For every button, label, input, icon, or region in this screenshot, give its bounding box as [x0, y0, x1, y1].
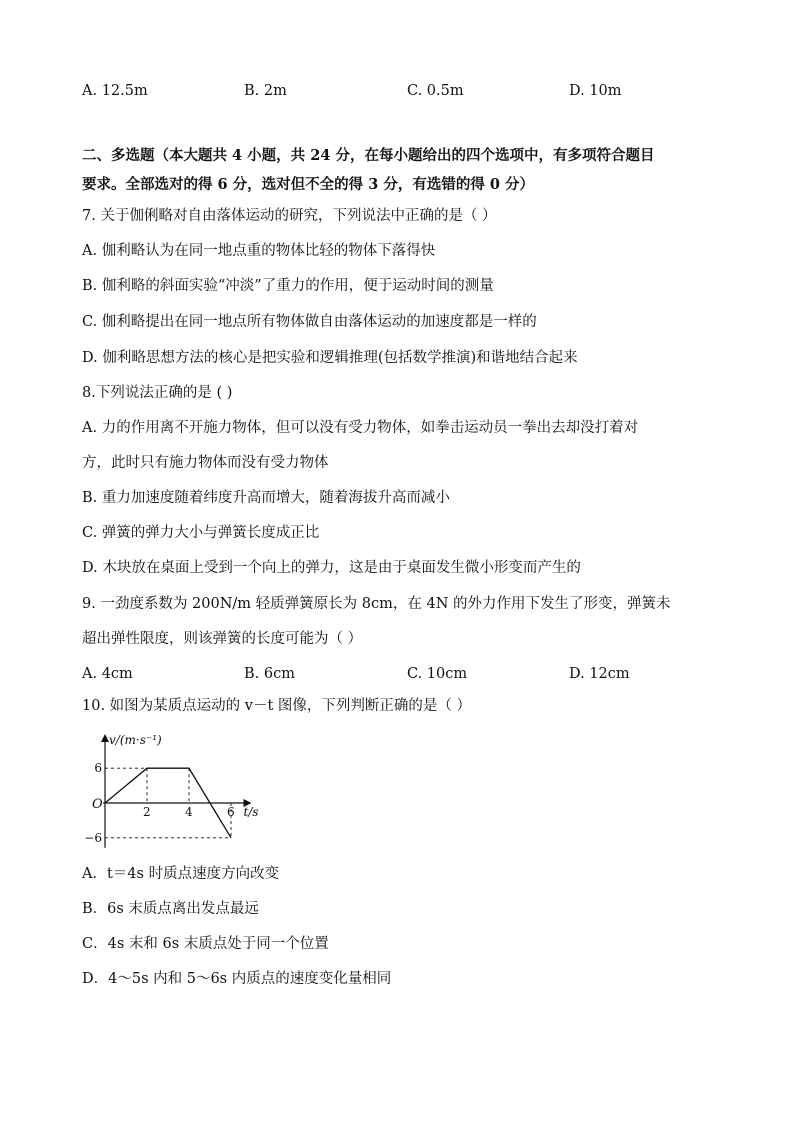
q8-option-a-line1: A. 力的作用离不开施力物体，但可以没有受力物体，如拳击运动员一拳出去却没打着对 — [82, 420, 639, 436]
origin-label: O — [92, 797, 103, 812]
q9-stem-line1: 9. 一劲度系数为 200N/m 轻质弹簧原长为 8cm，在 4N 的外力作用下发生了形变，弹簧未 — [82, 596, 671, 612]
q8-stem: 8.下列说法正确的是 ( ) — [82, 385, 233, 401]
q7-stem: 7. 关于伽俐略对自由落体运动的研究，下列说法中正确的是（ ） — [82, 208, 497, 224]
x-tick-label: 2 — [143, 805, 151, 819]
x-tick-label: 6 — [227, 805, 235, 819]
q10-option-d: D．4～5s 内和 5～6s 内质点的速度变化量相同 — [82, 971, 392, 987]
q9-stem-line2: 超出弹性限度，则该弹簧的长度可能为（ ） — [82, 631, 363, 647]
y-tick-label: 6 — [94, 761, 102, 776]
section2-header-line1: 二、多选题（本大题共 4 小题，共 24 分，在每小题给出的四个选项中，有多项符合题目 — [82, 147, 655, 164]
q7-option-a: A. 伽利略认为在同一地点重的物体比轻的物体下落得快 — [82, 243, 436, 259]
q10-option-b: B．6s 末质点离出发点最远 — [82, 901, 259, 917]
q7-option-d: D. 伽利略思想方法的核心是把实验和逻辑推理(包括数学推演)和谐地结合起来 — [82, 350, 578, 366]
q7-option-c: C. 伽利略提出在同一地点所有物体做自由落体运动的加速度都是一样的 — [82, 314, 537, 330]
x-tick-label: 4 — [185, 805, 193, 819]
q6-option-d: D. 10m — [569, 83, 622, 99]
y-axis-label: v/(m·s⁻¹) — [109, 733, 162, 747]
q7-option-b: B. 伽利略的斜面实验“冲淡”了重力的作用，便于运动时间的测量 — [82, 278, 494, 294]
q8-option-b: B. 重力加速度随着纬度升高而增大，随着海拔升高而减小 — [82, 490, 450, 506]
q6-option-a: A. 12.5m — [82, 83, 148, 99]
q8-option-a-line2: 方，此时只有施力物体而没有受力物体 — [82, 455, 329, 471]
q9-option-c: C. 10cm — [407, 666, 468, 682]
q6-option-b: B. 2m — [244, 83, 287, 99]
q6-option-c: C. 0.5m — [407, 83, 464, 99]
y-tick-label: −6 — [84, 830, 102, 845]
q10-option-c: C．4s 末和 6s 末质点处于同一个位置 — [82, 936, 329, 952]
q8-option-c: C. 弹簧的弹力大小与弹簧长度成正比 — [82, 525, 320, 541]
q8-option-d: D. 木块放在桌面上受到一个向上的弹力，这是由于桌面发生微小形变而产生的 — [82, 560, 581, 576]
q9-options — [82, 664, 722, 684]
q9-option-b: B. 6cm — [244, 666, 295, 682]
q9-option-a: A. 4cm — [82, 666, 133, 682]
q10-stem: 10. 如图为某质点运动的 v－t 图像，下列判断正确的是（ ） — [82, 698, 472, 714]
q6-options — [82, 81, 722, 101]
section2-header-line2: 要求。全部选对的得 6 分，选对但不全的得 3 分，有选错的得 0 分） — [82, 176, 535, 193]
q10-option-a: A．t＝4s 时质点速度方向改变 — [82, 866, 280, 882]
q9-option-d: D. 12cm — [569, 666, 630, 682]
x-axis-label: t/s — [243, 805, 259, 819]
velocity-time-graph — [80, 728, 280, 852]
